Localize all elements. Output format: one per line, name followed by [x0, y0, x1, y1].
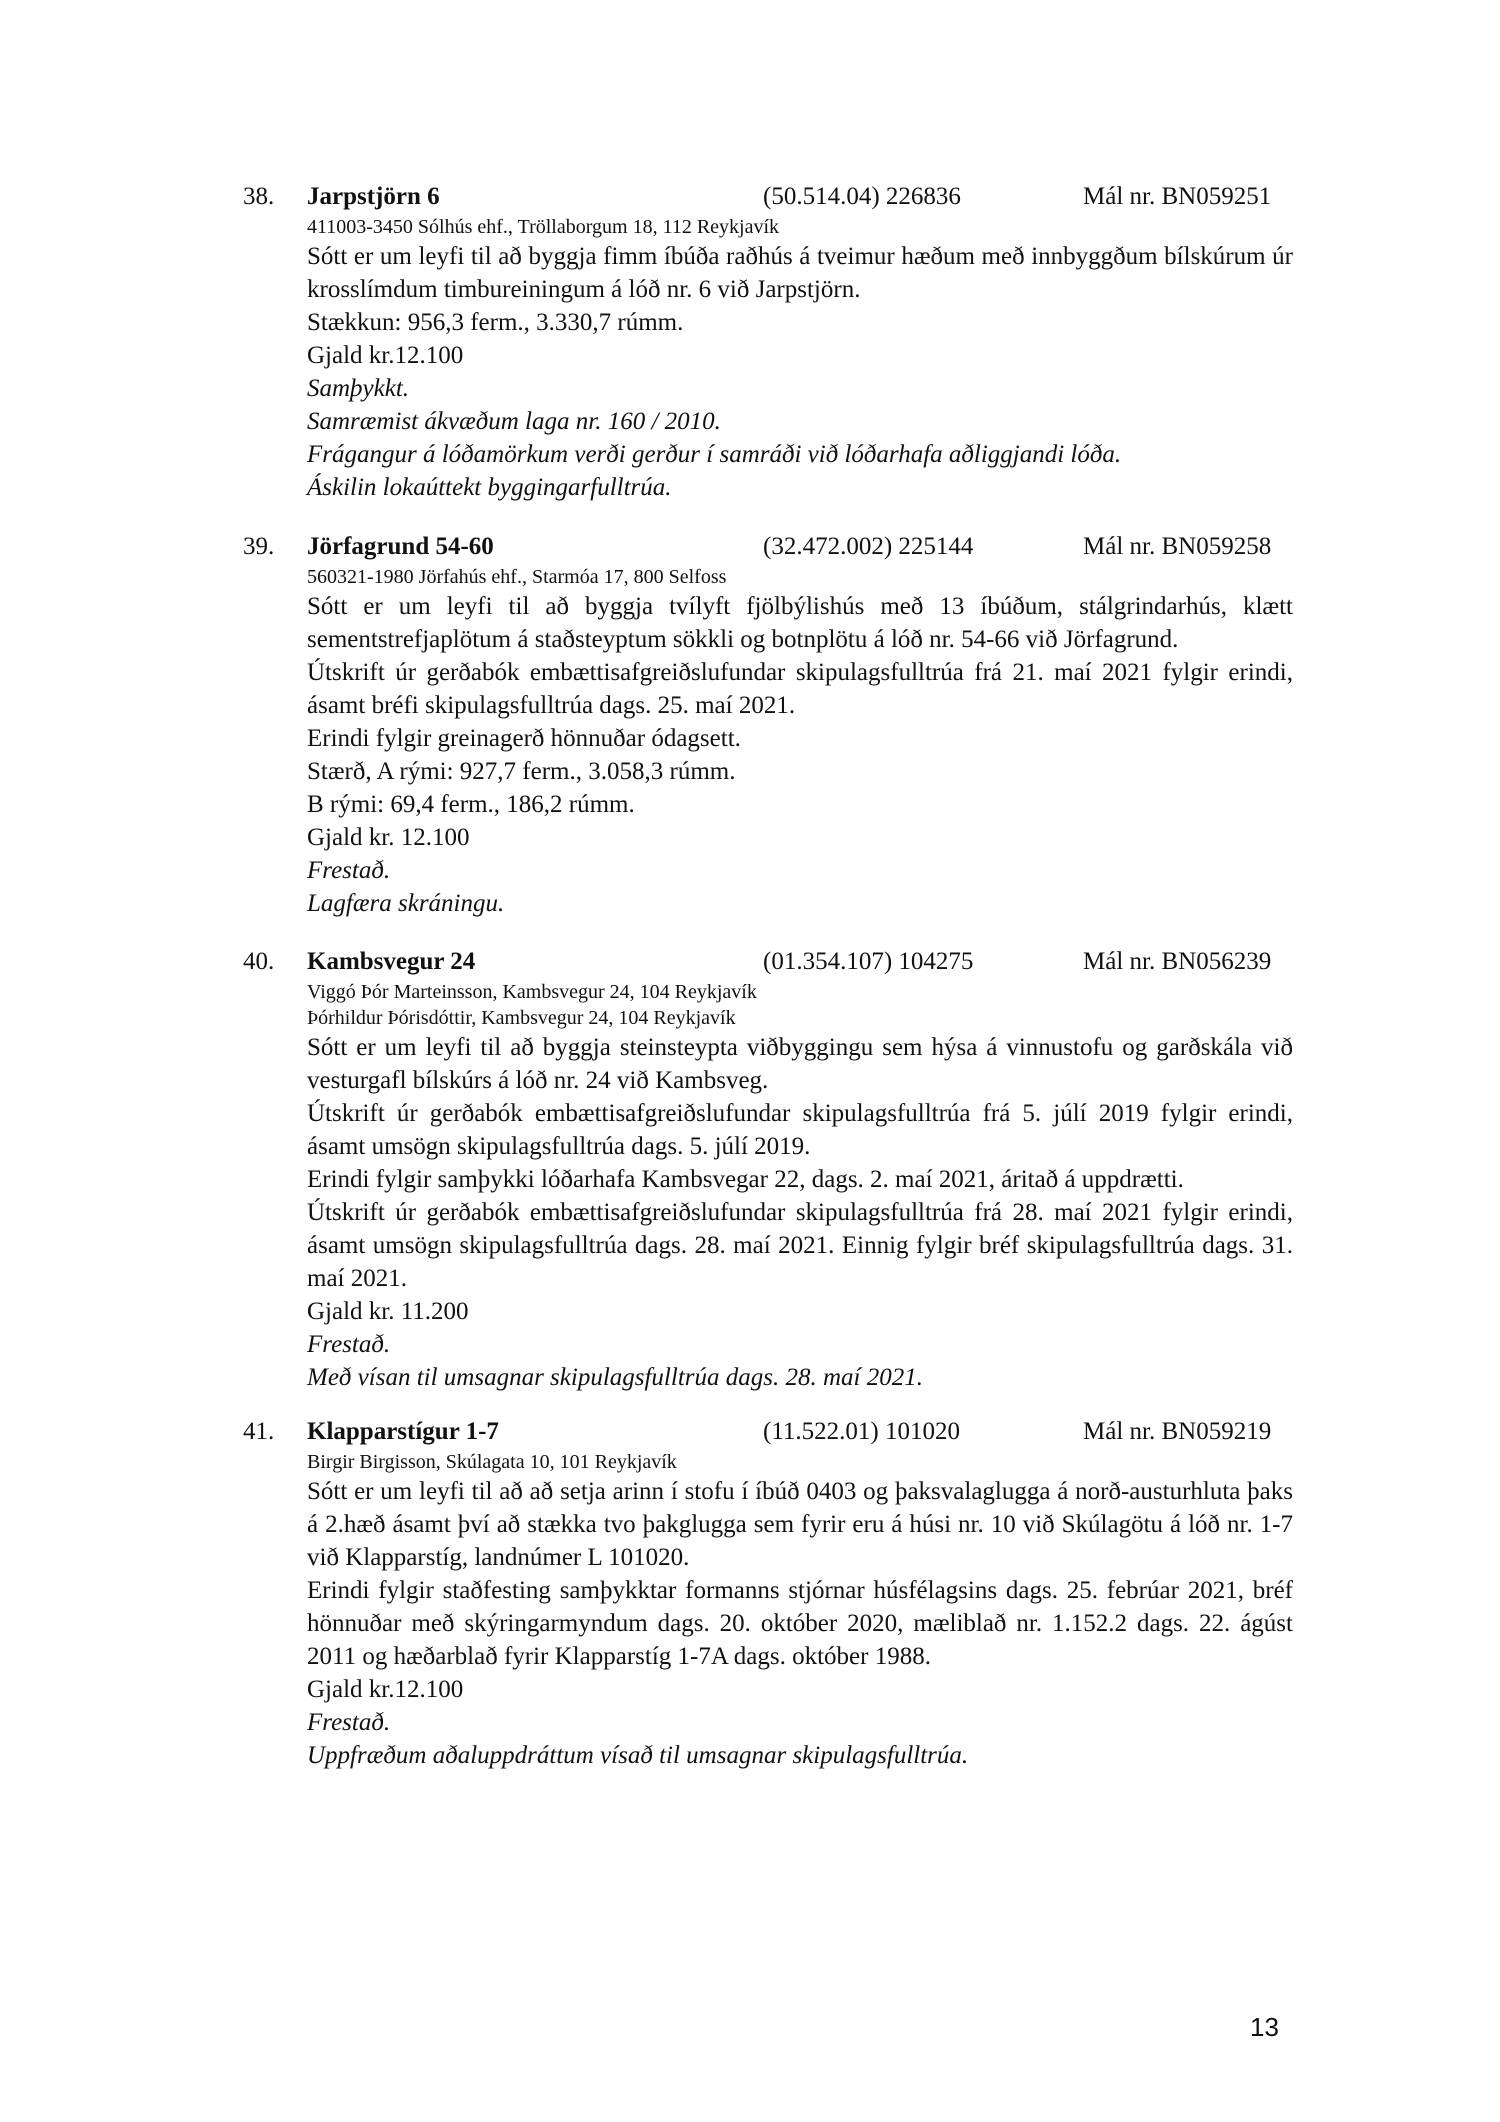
case-paragraph: Erindi fylgir greinagerð hönnuðar ódagsett.: [307, 725, 741, 752]
applicant: Þórhildur Þórisdóttir, Kambsvegur 24, 104 Reykjavík: [307, 1007, 736, 1029]
land-id: (50.514.04) 226836: [763, 183, 961, 210]
applicant: 560321-1980 Jörfahús ehf., Starmóa 17, 800 Selfoss: [307, 566, 727, 588]
case-paragraph: Sótt er um leyfi til að að setja arinn í stofu í íbúð 0403 og þaksvalaglugga á norð-austurhluta þaks á 2.hæð ásamt því að stækka tvo þakglugga sem fyrir eru á húsi nr. 10 við Skúlagötu á lóð nr. 1-7 við Klapparstíg, landnúmer L 101020.: [307, 1478, 1293, 1571]
land-id: (01.354.107) 104275: [763, 948, 974, 975]
decision: Samþykkt.: [307, 375, 410, 402]
case-paragraph: B rými: 69,4 ferm., 186,2 rúmm.: [307, 791, 635, 818]
case-body: [307, 1031, 1293, 1394]
case-body: [307, 590, 1293, 920]
case-paragraph: Stækkun: 956,3 ferm., 3.330,7 rúmm.: [307, 309, 684, 336]
case-address: Kambsvegur 24: [307, 948, 476, 975]
decision: Frestað.: [307, 1331, 391, 1358]
case-number: 41.: [243, 1418, 275, 1445]
page-number: 13: [1250, 2012, 1279, 2042]
case-id: Mál nr. BN059258: [1083, 533, 1272, 560]
applicant-list: [243, 979, 1293, 1031]
fee-line: Gjald kr.12.100: [307, 1676, 464, 1703]
decision: Frestað.: [307, 1709, 391, 1736]
case-address: Jörfagrund 54-60: [307, 533, 494, 560]
case-id: Mál nr. BN059219: [1083, 1418, 1272, 1445]
applicant: Birgir Birgisson, Skúlagata 10, 101 Reykjavík: [307, 1451, 677, 1473]
decision-note: Uppfræðum aðaluppdráttum vísað til umsagnar skipulagsfulltrúa.: [307, 1742, 969, 1769]
case-id: Mál nr. BN056239: [1083, 948, 1272, 975]
case-paragraph: Útskrift úr gerðabók embættisafgreiðslufundar skipulagsfulltrúa frá 5. júlí 2019 fylgir erindi, ásamt umsögn skipulagsfulltrúa dags. 5. júlí 2019.: [307, 1100, 1293, 1160]
case-header: [243, 530, 1293, 564]
case-paragraph: Sótt er um leyfi til að byggja tvílyft fjölbýlishús með 13 íbúðum, stálgrindarhús, klætt sementstrefjaplötum á staðsteyptum sökkli og botnplötu á lóð nr. 54-66 við Jörfagrund.: [307, 593, 1293, 653]
case-number: 38.: [243, 183, 275, 210]
case-paragraph: Útskrift úr gerðabók embættisafgreiðslufundar skipulagsfulltrúa frá 28. maí 2021 fylgir erindi, ásamt umsögn skipulagsfulltrúa dags. 28. maí 2021. Einnig fylgir bréf skipulagsfulltrúa dags. 31. maí 2021.: [307, 1199, 1293, 1292]
decision-note: Áskilin lokaúttekt byggingarfulltrúa.: [307, 474, 672, 501]
fee-line: Gjald kr. 12.100: [307, 824, 470, 851]
case-entry: [243, 180, 1293, 504]
decision: Frestað.: [307, 857, 391, 884]
land-id: (11.522.01) 101020: [763, 1418, 960, 1445]
case-address: Jarpstjörn 6: [307, 183, 440, 210]
decision-note: Frágangur á lóðamörkum verði gerður í samráði við lóðarhafa aðliggjandi lóða.: [307, 441, 1122, 468]
land-id: (32.472.002) 225144: [763, 533, 974, 560]
case-body: [307, 1475, 1293, 1772]
case-header: [243, 945, 1293, 979]
fee-line: Gjald kr. 11.200: [307, 1298, 469, 1325]
case-paragraph: Stærð, A rými: 927,7 ferm., 3.058,3 rúmm.: [307, 758, 736, 785]
case-body: [307, 240, 1293, 504]
case-paragraph: Sótt er um leyfi til að byggja steinsteypta viðbyggingu sem hýsa á vinnustofu og garðskála við vesturgafl bílskúrs á lóð nr. 24 við Kambsveg.: [307, 1034, 1293, 1094]
case-id: Mál nr. BN059251: [1083, 183, 1272, 210]
case-number: 40.: [243, 948, 275, 975]
case-entry: [243, 945, 1293, 1394]
applicant-list: [243, 1449, 1293, 1475]
case-entry: [243, 530, 1293, 920]
applicant: 411003-3450 Sólhús ehf., Tröllaborgum 18, 112 Reykjavík: [307, 216, 780, 238]
case-entry: [243, 1415, 1293, 1772]
decision-note: Með vísan til umsagnar skipulagsfulltrúa dags. 28. maí 2021.: [307, 1364, 923, 1391]
case-address: Klapparstígur 1-7: [307, 1418, 499, 1445]
case-number: 39.: [243, 533, 275, 560]
applicant: Viggó Þór Marteinsson, Kambsvegur 24, 104 Reykjavík: [307, 981, 757, 1003]
case-header: [243, 180, 1293, 214]
fee-line: Gjald kr.12.100: [307, 342, 464, 369]
decision-note: Lagfæra skráningu.: [307, 890, 505, 917]
case-paragraph: Erindi fylgir samþykki lóðarhafa Kambsvegar 22, dags. 2. maí 2021, áritað á uppdrætti.: [307, 1166, 1184, 1193]
decision-note: Samræmist ákvæðum laga nr. 160 / 2010.: [307, 408, 721, 435]
applicant-list: [243, 214, 1293, 240]
case-header: [243, 1415, 1293, 1449]
case-paragraph: Sótt er um leyfi til að byggja fimm íbúða raðhús á tveimur hæðum með innbyggðum bílskúrum úr krosslímdum timbureiningum á lóð nr. 6 við Jarpstjörn.: [307, 243, 1293, 303]
case-paragraph: Erindi fylgir staðfesting samþykktar formanns stjórnar húsfélagsins dags. 25. febrúar 2021, bréf hönnuðar með skýringarmyndum dags. 20. október 2020, mæliblað nr. 1.152.2 dags. 22. ágúst 2011 og hæðarblað fyrir Klapparstíg 1-7A dags. október 1988.: [307, 1577, 1293, 1670]
case-paragraph: Útskrift úr gerðabók embættisafgreiðslufundar skipulagsfulltrúa frá 21. maí 2021 fylgir erindi, ásamt bréfi skipulagsfulltrúa dags. 25. maí 2021.: [307, 659, 1293, 719]
applicant-list: [243, 564, 1293, 590]
